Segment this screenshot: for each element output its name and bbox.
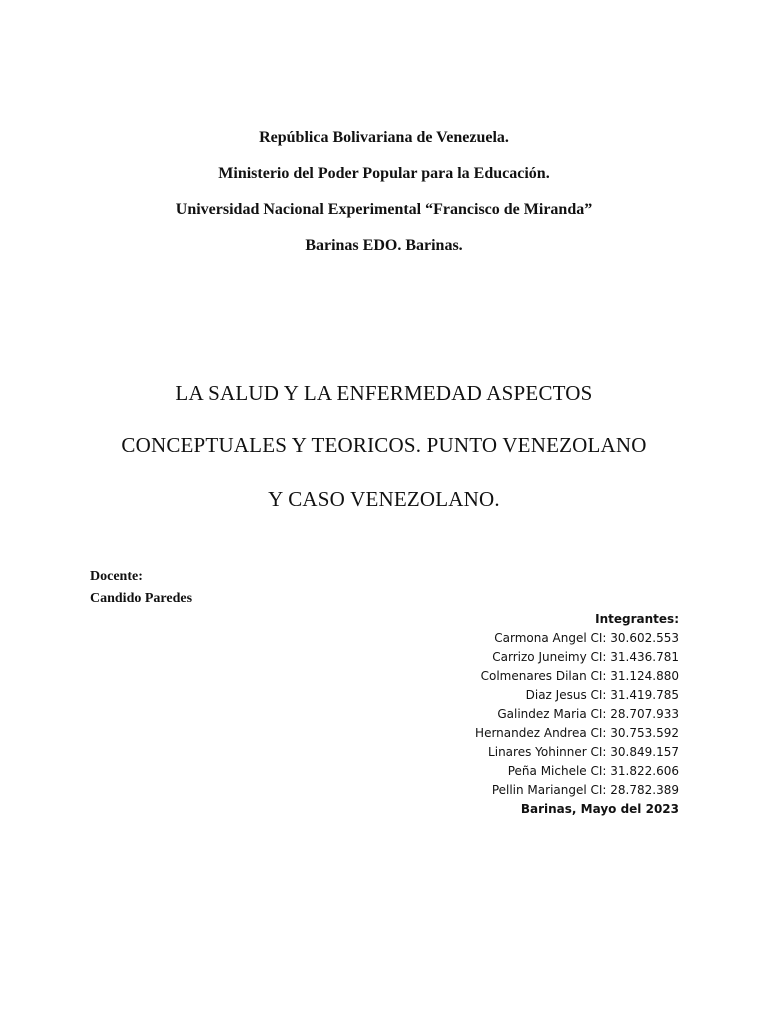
integrantes-heading: Integrantes: — [595, 612, 679, 626]
member-item: Carrizo Juneimy CI: 31.436.781 — [492, 650, 679, 664]
member-item: Colmenares Dilan CI: 31.124.880 — [480, 669, 679, 683]
header-location: Barinas EDO. Barinas. — [305, 237, 463, 254]
member-item: Linares Yohinner CI: 30.849.157 — [488, 745, 679, 759]
title-line-2: CONCEPTUALES Y TEORICOS. PUNTO VENEZOLANO — [121, 433, 647, 457]
header-ministry: Ministerio del Poder Popular para la Educación. — [218, 165, 550, 182]
header-republic: República Bolivariana de Venezuela. — [259, 129, 509, 146]
member-item: Hernandez Andrea CI: 30.753.592 — [475, 726, 679, 740]
member-item: Peña Michele CI: 31.822.606 — [507, 764, 679, 778]
docente-name: Candido Paredes — [90, 591, 193, 606]
member-item: Galindez Maria CI: 28.707.933 — [497, 707, 679, 721]
member-item: Carmona Angel CI: 30.602.553 — [494, 631, 679, 645]
title-line-3: Y CASO VENEZOLANO. — [268, 487, 500, 511]
member-item: Pellin Mariangel CI: 28.782.389 — [491, 783, 679, 797]
integrantes-section — [359, 610, 679, 819]
member-item: Diaz Jesus CI: 31.419.785 — [525, 688, 679, 702]
docente-label: Docente: — [90, 569, 143, 584]
title-line-1: LA SALUD Y LA ENFERMEDAD ASPECTOS — [175, 381, 593, 405]
header-university: Universidad Nacional Experimental “Francisco de Miranda” — [175, 201, 593, 218]
place-date: Barinas, Mayo del 2023 — [520, 802, 679, 816]
